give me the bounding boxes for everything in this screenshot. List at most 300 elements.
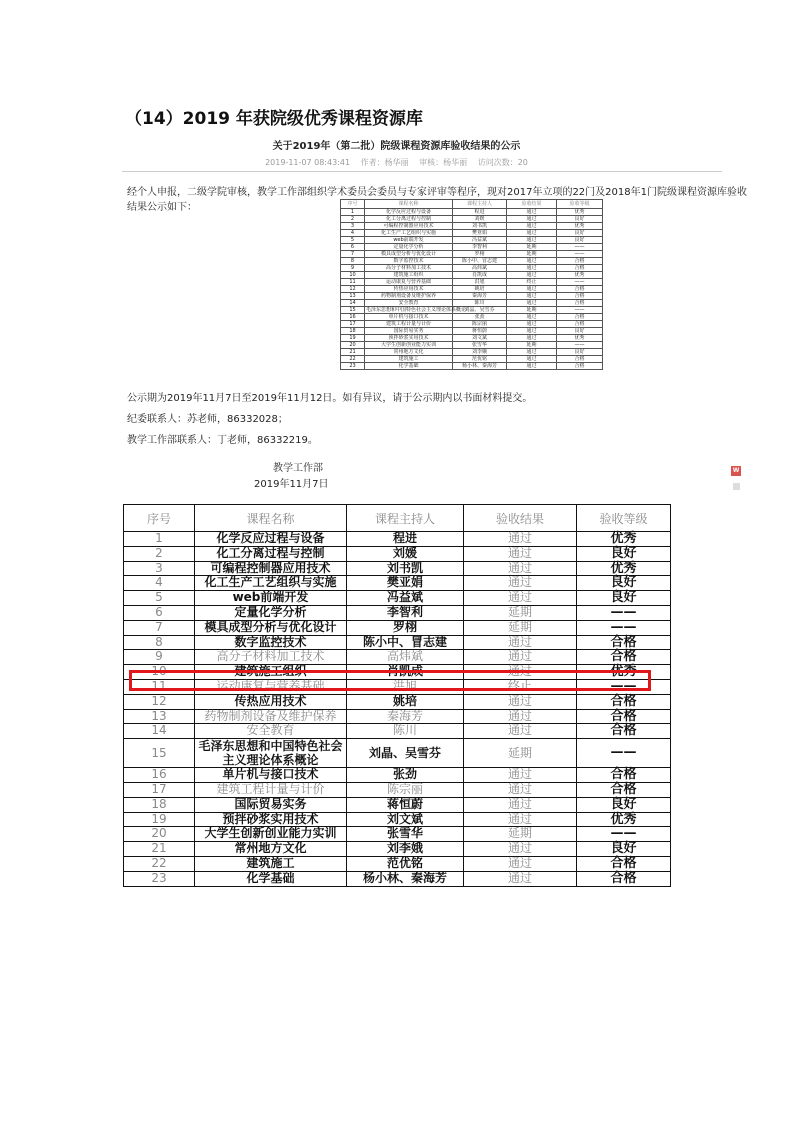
cell-lead: 陈小中、冒志建 [453, 258, 507, 265]
cell-grade: 良好 [577, 576, 671, 591]
cell-result: 延期 [507, 342, 557, 349]
cell-no: 11 [341, 279, 365, 286]
cell-result: 通过 [507, 328, 557, 335]
word-icon[interactable]: W [732, 467, 740, 474]
table-row [124, 812, 671, 827]
cell-lead: 刘晶、吴雪芬 [453, 307, 507, 314]
cell-grade: 合格 [577, 635, 671, 650]
cell-no: 16 [341, 314, 365, 321]
cell-no: 15 [124, 739, 195, 768]
cell-no: 7 [124, 620, 195, 635]
cell-lead: 刘书凯 [453, 223, 507, 230]
sidebar-square-icon[interactable] [733, 483, 740, 490]
cell-result: 通过 [507, 223, 557, 230]
cell-name: 国际贸易实务 [195, 797, 347, 812]
cell-name: 高分子材料加工技术 [195, 650, 347, 665]
cell-no: 5 [341, 237, 365, 244]
notice-period: 公示期为2019年11月7日至2019年11月12日。如有异议，请于公示期内以书面材料提交。 [127, 393, 533, 404]
cell-name: 传热应用技术 [195, 694, 347, 709]
table-row [341, 216, 603, 223]
cell-no: 4 [341, 230, 365, 237]
article-intro: 经个人申报，二级学院审核，教学工作部组织学术委员会委员与专家评审等程序，现对2017年立项的22门及2018年1门院级课程资源库验收结果公示如下： [127, 187, 747, 213]
article-visits: 访问次数：20 [477, 158, 528, 167]
table-row [124, 782, 671, 797]
table-row [341, 237, 603, 244]
cell-grade: 合格 [577, 871, 671, 886]
cell-name: 运动康复与营养基础 [195, 679, 347, 694]
cell-name: 建筑施工组织 [365, 272, 453, 279]
cell-no: 3 [124, 561, 195, 576]
cell-result: 通过 [507, 237, 557, 244]
table-row [341, 335, 603, 342]
cell-name: 可编程控制器应用技术 [365, 223, 453, 230]
cell-no: 22 [341, 356, 365, 363]
table-row [124, 635, 671, 650]
contact-discipline: 纪委联系人：苏老师，86332028； [127, 414, 288, 425]
cell-result: 通过 [464, 635, 577, 650]
cell-lead: 程进 [347, 532, 464, 547]
cell-result: 通过 [464, 532, 577, 547]
cell-result: 终止 [464, 679, 577, 694]
cell-grade: —— [577, 739, 671, 768]
cell-grade: 合格 [577, 709, 671, 724]
cell-name: 可编程控制器应用技术 [195, 561, 347, 576]
cell-grade: 优秀 [557, 335, 603, 342]
cell-result: 延期 [464, 827, 577, 842]
cell-lead: 杨小林、秦海芳 [453, 363, 507, 370]
cell-no: 14 [124, 724, 195, 739]
cell-lead: 姚培 [453, 286, 507, 293]
cell-name: 化工分离过程与控制 [195, 546, 347, 561]
cell-name: web前端开发 [365, 237, 453, 244]
cell-grade: —— [557, 307, 603, 314]
cell-no: 22 [124, 856, 195, 871]
table-row [341, 251, 603, 258]
table-row [341, 286, 603, 293]
cell-grade: 良好 [577, 797, 671, 812]
cell-grade: 合格 [577, 856, 671, 871]
cell-grade: 合格 [557, 321, 603, 328]
cell-lead: 樊亚娟 [347, 576, 464, 591]
table-row [341, 223, 603, 230]
cell-lead: 罗栩 [347, 620, 464, 635]
table-row [341, 279, 603, 286]
cell-result: 通过 [464, 782, 577, 797]
cell-lead: 陈宗丽 [347, 782, 464, 797]
cell-result: 通过 [464, 842, 577, 857]
cell-name: 模具成型分析与优化设计 [195, 620, 347, 635]
table-row [124, 605, 671, 620]
cell-grade: 优秀 [557, 209, 603, 216]
article-date: 2019-11-07 08:43:41 [265, 158, 351, 167]
cell-lead: 刘文斌 [453, 335, 507, 342]
cell-name: 模具成型分析与优化设计 [365, 251, 453, 258]
cell-grade: 优秀 [577, 561, 671, 576]
cell-result: 通过 [507, 349, 557, 356]
cell-no: 16 [124, 768, 195, 783]
cell-name: 常州地方文化 [365, 349, 453, 356]
cell-no: 8 [124, 635, 195, 650]
cell-name: 单片机与接口技术 [365, 314, 453, 321]
cell-name: 大学生创新创业能力实训 [365, 342, 453, 349]
article-reviewer: 审核：杨华丽 [419, 158, 468, 167]
page-heading: （14）2019 年获院级优秀课程资源库 [125, 109, 423, 129]
cell-no: 1 [124, 532, 195, 547]
cell-result: 通过 [464, 576, 577, 591]
table-row [341, 349, 603, 356]
cell-grade: 优秀 [577, 812, 671, 827]
cell-no: 17 [341, 321, 365, 328]
cell-grade: 合格 [557, 293, 603, 300]
cell-result: 通过 [464, 650, 577, 665]
cell-no: 6 [341, 244, 365, 251]
cell-name: 化工生产工艺组织与实施 [195, 576, 347, 591]
highlight-box [129, 670, 651, 691]
cell-name: 化学反应过程与设备 [195, 532, 347, 547]
cell-lead: 洪旭 [347, 679, 464, 694]
cell-no: 10 [341, 272, 365, 279]
table-header-cell: 课程名称 [365, 200, 453, 209]
cell-result: 终止 [507, 279, 557, 286]
cell-result: 延期 [464, 620, 577, 635]
cell-lead: 肖凯成 [453, 272, 507, 279]
table-row [124, 591, 671, 606]
thumbnail-result-table [340, 199, 603, 370]
table-row [341, 272, 603, 279]
cell-grade: 优秀 [557, 272, 603, 279]
cell-result: 通过 [507, 314, 557, 321]
contact-teaching: 教学工作部联系人：丁老师，86332219。 [127, 435, 318, 446]
table-header-cell: 序号 [341, 200, 365, 209]
cell-grade: 良好 [557, 230, 603, 237]
cell-result: 通过 [507, 209, 557, 216]
cell-no: 9 [341, 265, 365, 272]
cell-result: 通过 [464, 561, 577, 576]
cell-grade: 良好 [557, 328, 603, 335]
table-row [341, 363, 603, 370]
table-row [124, 842, 671, 857]
cell-name: 安全教育 [365, 300, 453, 307]
cell-lead: 高炜斌 [347, 650, 464, 665]
table-row [341, 321, 603, 328]
table-header-cell: 课程主持人 [453, 200, 507, 209]
cell-name: 建筑施工 [365, 356, 453, 363]
table-row [341, 307, 603, 314]
cell-result: 通过 [464, 768, 577, 783]
table-row [341, 209, 603, 216]
cell-result: 通过 [464, 871, 577, 886]
cell-name: 定量化学分析 [195, 605, 347, 620]
cell-result: 通过 [507, 300, 557, 307]
table-row [124, 650, 671, 665]
cell-grade: —— [557, 251, 603, 258]
cell-no: 14 [341, 300, 365, 307]
cell-lead: 罗栩 [453, 251, 507, 258]
cell-lead: 陈宗丽 [453, 321, 507, 328]
cell-no: 18 [124, 797, 195, 812]
cell-grade: 合格 [557, 356, 603, 363]
table-row [124, 871, 671, 886]
cell-grade: —— [577, 827, 671, 842]
cell-name: 大学生创新创业能力实训 [195, 827, 347, 842]
cell-no: 15 [341, 307, 365, 314]
table-header-cell: 课程名称 [195, 505, 347, 532]
cell-lead: 刘媛 [453, 216, 507, 223]
cell-lead: 陈川 [347, 724, 464, 739]
table-row [124, 532, 671, 547]
cell-result: 延期 [507, 251, 557, 258]
cell-result: 通过 [507, 258, 557, 265]
cell-lead: 张劲 [453, 314, 507, 321]
cell-lead: 冯益斌 [347, 591, 464, 606]
table-row [124, 620, 671, 635]
cell-no: 17 [124, 782, 195, 797]
cell-name: 运动康复与营养基础 [365, 279, 453, 286]
cell-grade: 合格 [557, 363, 603, 370]
cell-no: 7 [341, 251, 365, 258]
cell-lead: 蒋恒蔚 [453, 328, 507, 335]
cell-name: 建筑施工组织 [195, 665, 347, 680]
cell-result: 通过 [507, 272, 557, 279]
cell-result: 通过 [507, 293, 557, 300]
cell-grade: 优秀 [577, 665, 671, 680]
cell-no: 2 [341, 216, 365, 223]
cell-name: 毛泽东思想和中国特色社会主义理论体系概论 [195, 739, 347, 768]
cell-result: 通过 [464, 724, 577, 739]
cell-no: 19 [124, 812, 195, 827]
cell-lead: 范优铭 [453, 356, 507, 363]
cell-lead: 秦海芳 [453, 293, 507, 300]
cell-grade: 合格 [557, 265, 603, 272]
cell-no: 3 [341, 223, 365, 230]
cell-no: 21 [341, 349, 365, 356]
article-author: 作者：杨华丽 [360, 158, 409, 167]
cell-grade: —— [577, 679, 671, 694]
cell-grade: 良好 [577, 546, 671, 561]
cell-grade: 良好 [557, 237, 603, 244]
cell-grade: 良好 [577, 842, 671, 857]
cell-lead: 刘晶、吴雪芬 [347, 739, 464, 768]
cell-no: 8 [341, 258, 365, 265]
cell-result: 通过 [507, 363, 557, 370]
table-row [124, 739, 671, 768]
cell-no: 13 [341, 293, 365, 300]
table-row [124, 797, 671, 812]
cell-result: 延期 [507, 307, 557, 314]
cell-no: 12 [124, 694, 195, 709]
cell-result: 通过 [464, 856, 577, 871]
cell-name: 预拌砂浆实用技术 [195, 812, 347, 827]
cell-result: 通过 [464, 694, 577, 709]
cell-grade: 合格 [577, 782, 671, 797]
cell-grade: —— [557, 279, 603, 286]
cell-no: 12 [341, 286, 365, 293]
table-row [124, 546, 671, 561]
table-row [124, 768, 671, 783]
table-row [341, 328, 603, 335]
table-row [341, 314, 603, 321]
cell-grade: 优秀 [577, 532, 671, 547]
table-header-cell: 序号 [124, 505, 195, 532]
cell-name: 药物制剂设备及维护保养 [365, 293, 453, 300]
cell-lead: 刘李娥 [453, 349, 507, 356]
cell-lead: 程进 [453, 209, 507, 216]
cell-name: 化学基础 [365, 363, 453, 370]
cell-lead: 蒋恒蔚 [347, 797, 464, 812]
cell-no: 23 [341, 363, 365, 370]
cell-lead: 李智利 [347, 605, 464, 620]
cell-grade: 良好 [557, 349, 603, 356]
cell-lead: 杨小林、秦海芳 [347, 871, 464, 886]
cell-grade: 合格 [557, 314, 603, 321]
cell-no: 20 [124, 827, 195, 842]
cell-grade: 合格 [577, 650, 671, 665]
cell-result: 通过 [464, 546, 577, 561]
cell-lead: 高炜斌 [453, 265, 507, 272]
table-header-cell: 验收结果 [507, 200, 557, 209]
table-header-cell: 验收等级 [557, 200, 603, 209]
table-row [341, 265, 603, 272]
cell-result: 通过 [507, 216, 557, 223]
cell-name: 传热应用技术 [365, 286, 453, 293]
cell-no: 18 [341, 328, 365, 335]
cell-lead: 张雪华 [347, 827, 464, 842]
cell-result: 通过 [507, 321, 557, 328]
table-row [341, 230, 603, 237]
cell-name: 安全教育 [195, 724, 347, 739]
table-row [341, 258, 603, 265]
table-row [341, 244, 603, 251]
table-row [124, 827, 671, 842]
cell-no: 23 [124, 871, 195, 886]
cell-lead: 冯益斌 [453, 237, 507, 244]
cell-lead: 肖凯成 [347, 665, 464, 680]
cell-grade: 合格 [577, 724, 671, 739]
sign-department: 教学工作部 [273, 463, 323, 474]
table-row [341, 300, 603, 307]
cell-no: 20 [341, 342, 365, 349]
cell-name: 化工分离过程与控制 [365, 216, 453, 223]
cell-grade: —— [577, 605, 671, 620]
cell-lead: 陈川 [453, 300, 507, 307]
cell-no: 1 [341, 209, 365, 216]
cell-name: 常州地方文化 [195, 842, 347, 857]
cell-grade: 优秀 [557, 223, 603, 230]
cell-result: 通过 [507, 335, 557, 342]
cell-grade: —— [577, 620, 671, 635]
cell-result: 通过 [464, 812, 577, 827]
cell-grade: 合格 [557, 286, 603, 293]
cell-name: 毛泽东思想和中国特色社会主义理论体系概论 [366, 307, 467, 313]
cell-name: 定量化学分析 [365, 244, 453, 251]
cell-result: 延期 [464, 739, 577, 768]
cell-no: 2 [124, 546, 195, 561]
cell-no: 9 [124, 650, 195, 665]
cell-name: 预拌砂浆实用技术 [365, 335, 453, 342]
cell-grade: 合格 [557, 258, 603, 265]
cell-no: 11 [124, 679, 195, 694]
cell-name: 数字监控技术 [195, 635, 347, 650]
cell-lead: 范优铭 [347, 856, 464, 871]
cell-grade: —— [557, 244, 603, 251]
cell-result: 通过 [507, 356, 557, 363]
cell-lead: 樊亚娟 [453, 230, 507, 237]
cell-name: 建筑施工 [195, 856, 347, 871]
sign-date: 2019年11月7日 [254, 479, 329, 490]
table-row [341, 293, 603, 300]
cell-grade: 合格 [577, 694, 671, 709]
cell-result: 通过 [507, 265, 557, 272]
article-meta [0, 157, 793, 168]
cell-name: web前端开发 [195, 591, 347, 606]
table-row [124, 694, 671, 709]
cell-name: 药物制剂设备及维护保养 [195, 709, 347, 724]
cell-lead: 秦海芳 [347, 709, 464, 724]
cell-name: 国际贸易实务 [365, 328, 453, 335]
cell-no: 4 [124, 576, 195, 591]
cell-result: 通过 [464, 665, 577, 680]
table-row [124, 856, 671, 871]
cell-no: 19 [341, 335, 365, 342]
cell-result: 通过 [464, 591, 577, 606]
cell-lead: 刘李娥 [347, 842, 464, 857]
cell-no: 21 [124, 842, 195, 857]
cell-no: 13 [124, 709, 195, 724]
cell-lead: 陈小中、冒志建 [347, 635, 464, 650]
cell-lead: 刘媛 [347, 546, 464, 561]
cell-grade: 合格 [577, 768, 671, 783]
table-row [124, 576, 671, 591]
cell-lead: 洪旭 [453, 279, 507, 286]
cell-lead: 姚培 [347, 694, 464, 709]
table-row [124, 724, 671, 739]
cell-grade: 良好 [557, 216, 603, 223]
cell-grade: 良好 [577, 591, 671, 606]
cell-lead: 张劲 [347, 768, 464, 783]
cell-lead: 张雪华 [453, 342, 507, 349]
cell-result: 通过 [464, 797, 577, 812]
cell-name: 建筑工程计量与计价 [195, 782, 347, 797]
cell-result: 通过 [464, 709, 577, 724]
table-row [124, 709, 671, 724]
cell-name: 化工生产工艺组织与实施 [365, 230, 453, 237]
cell-grade: 合格 [557, 300, 603, 307]
cell-no: 5 [124, 591, 195, 606]
cell-name: 单片机与接口技术 [195, 768, 347, 783]
cell-lead: 李智利 [453, 244, 507, 251]
cell-result: 延期 [464, 605, 577, 620]
cell-name: 化学反应过程与设备 [365, 209, 453, 216]
article-title: 关于2019年（第二批）院级课程资源库验收结果的公示 [272, 141, 521, 152]
cell-lead: 刘文斌 [347, 812, 464, 827]
cell-no: 6 [124, 605, 195, 620]
table-row [341, 342, 603, 349]
cell-name: 数字监控技术 [365, 258, 453, 265]
cell-result: 通过 [507, 286, 557, 293]
article-divider [122, 171, 722, 172]
cell-lead: 刘书凯 [347, 561, 464, 576]
result-table [123, 504, 671, 887]
cell-name: 建筑工程计量与计价 [365, 321, 453, 328]
table-row [124, 561, 671, 576]
cell-result: 通过 [507, 230, 557, 237]
cell-grade: —— [557, 342, 603, 349]
cell-name: 高分子材料加工技术 [365, 265, 453, 272]
table-row [341, 356, 603, 363]
table-header-cell: 验收结果 [464, 505, 577, 532]
cell-no: 10 [124, 665, 195, 680]
cell-result: 延期 [507, 244, 557, 251]
